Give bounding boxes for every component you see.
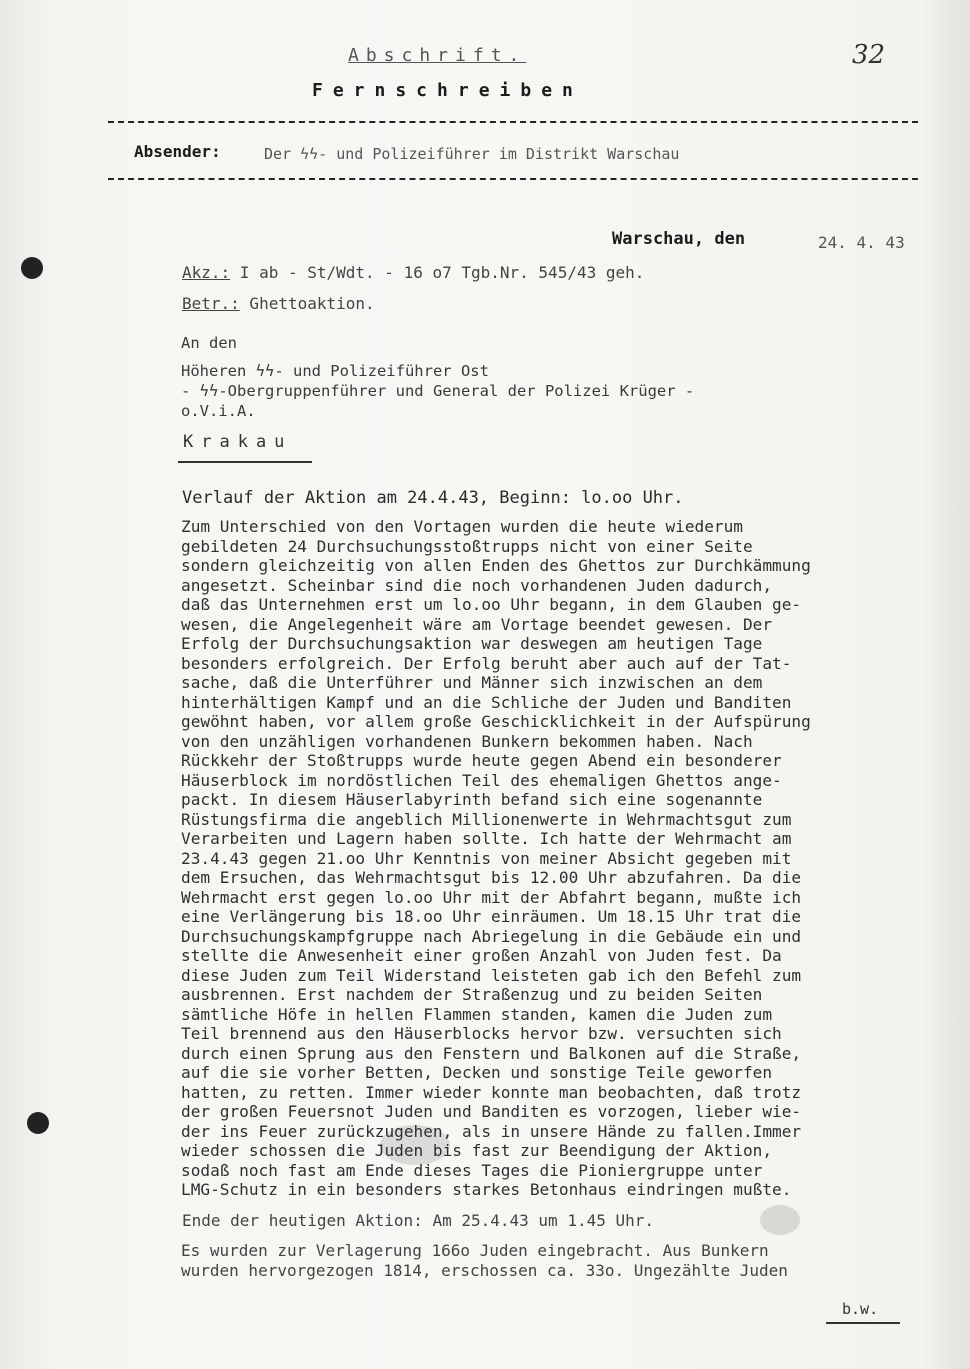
report-line: der ins Feuer zurückzugehen, als in unsere Hände zu fallen.Immer — [181, 1121, 802, 1141]
sender-value: Der ϟϟ- und Polizeiführer im Distrikt Warschau — [264, 145, 680, 163]
report-line: eine Verlängerung bis 18.oo Uhr einräumen. Um 18.15 Uhr trat die — [181, 907, 802, 926]
report-line: Häuserblock im nordöstlichen Teil des ehemaligen Ghettos ange- — [181, 770, 782, 790]
result-line: wurden hervorgezogen 1814, erschossen ca. 33o. Ungezählte Juden — [181, 1260, 788, 1280]
ink-smudge — [760, 1205, 800, 1235]
dateline-date: 24. 4. 43 — [818, 233, 905, 252]
report-line: Teil brennend aus den Häuserblocks hervor bzw. versuchten sich — [181, 1024, 782, 1043]
recipient-line: Höheren ϟϟ- und Polizeiführer Ost — [181, 362, 489, 380]
recipient-city: Krakau — [183, 432, 293, 452]
report-line: durch einen Sprung aus den Fenstern und Balkonen auf die Straße, — [181, 1043, 802, 1063]
result-line: Es wurden zur Verlagerung 166o Juden eingebracht. Aus Bunkern — [181, 1241, 769, 1260]
report-line: auf die sie vorher Betten, Decken und sonstige Teile geworfen — [181, 1063, 773, 1082]
recipient-line: An den — [181, 334, 237, 352]
punch-hole-bottom — [27, 1112, 49, 1134]
copy-label: Abschrift. — [348, 45, 527, 66]
report-line: Rüstungsfirma die angeblich Millionenwerte in Wehrmachtsgut zum — [181, 809, 792, 829]
report-line: Verarbeiten und Lagern haben sollte. Ich hatte der Wehrmacht am — [181, 829, 792, 848]
report-line: sämtliche Höfe in hellen Flammen standen, kamen die Juden zum — [181, 1004, 773, 1024]
divider-top — [108, 121, 918, 123]
report-line: angesetzt. Scheinbar sind die noch vorhandenen Juden dadurch, — [181, 575, 773, 595]
report-line: Rückkehr der Stoßtrupps wurde heute gegen Abend ein besonderer — [181, 751, 782, 770]
report-line: besonders erfolgreich. Der Erfolg beruht aber auch auf der Tat- — [181, 653, 792, 673]
report-line: hinterhältigen Kampf und an die Schliche der Juden und Banditen — [181, 692, 792, 712]
report-line: 23.4.43 gegen 21.oo Uhr Kenntnis von meiner Absicht gegeben mit — [181, 848, 792, 868]
punch-hole-top — [21, 257, 43, 279]
continued-underline — [826, 1322, 900, 1324]
divider-bottom — [108, 178, 918, 180]
city-underline — [178, 461, 312, 463]
report-body — [181, 517, 970, 1200]
report-line: sodaß noch fast am Ende dieses Tages die Pioniergruppe unter — [181, 1160, 763, 1180]
report-line: diese Juden zum Teil Widerstand leisteten gab ich den Befehl zum — [181, 965, 802, 985]
dateline-place: Warschau, den — [612, 229, 746, 249]
report-line: Erfolg der Durchsuchungsaktion war deswegen am heutigen Tage — [181, 634, 763, 653]
betr-value: Ghettoaktion. — [239, 294, 375, 313]
akz-value: I ab - St/Wdt. - 16 o7 Tgb.Nr. 545/43 geh. — [230, 263, 645, 282]
report-line: der großen Feuersnot Juden und Banditen es vorzogen, lieber wie- — [181, 1102, 802, 1121]
report-line: gebildeten 24 Durchsuchungsstoßtrupps nicht von einer Seite — [181, 536, 753, 556]
recipient-address — [181, 333, 694, 421]
report-line: von den unzähligen vorhandenen Bunkern bekommen haben. Nach — [181, 731, 753, 751]
report-results — [181, 1241, 788, 1280]
report-line: Wehrmacht erst gegen lo.oo Uhr mit der Abfahrt begann, mußte ich — [181, 887, 802, 907]
report-line: stellte die Anwesenheit einer großen Anzahl von Juden fest. Da — [181, 946, 782, 965]
report-line: sache, daß die Unterführer und Männer sich inzwischen an dem — [181, 673, 763, 692]
continued-marker: b.w. — [842, 1300, 879, 1318]
recipient-line: - ϟϟ-Obergruppenführer und General der Polizei Krüger - — [181, 382, 695, 400]
reference-betr — [182, 294, 375, 313]
report-line: wesen, die Angelegenheit wäre am Vortage beendet gewesen. Der — [181, 614, 773, 634]
report-line: daß das Unternehmen erst um lo.oo Uhr begann, in dem Glauben ge- — [181, 595, 802, 614]
betr-label: Betr.: — [182, 294, 240, 313]
report-line: packt. In diesem Häuserlabyrinth befand sich eine sogenannte — [181, 790, 763, 809]
report-line: wieder schossen die Juden bis fast zur Beendigung der Aktion, — [181, 1141, 773, 1160]
report-end-line: Ende der heutigen Aktion: Am 25.4.43 um 1.45 Uhr. — [182, 1211, 655, 1230]
recipient-line: o.V.i.A. — [181, 402, 256, 420]
report-line: hatten, zu retten. Immer wieder konnte man beobachten, daß trotz — [181, 1082, 802, 1102]
report-line: dem Ersuchen, das Wehrmachtsgut bis 12.00 Uhr abzufahren. Da die — [181, 868, 802, 887]
report-line: sondern gleichzeitig von allen Enden des Ghettos zur Durchkämmung — [181, 556, 811, 575]
report-line: Zum Unterschied von den Vortagen wurden die heute wiederum — [181, 517, 743, 536]
form-title: Fernschreiben — [312, 80, 583, 101]
report-line: gewöhnt haben, vor allem große Geschicklichkeit in der Aufspürung — [181, 712, 811, 731]
report-line: ausbrennen. Erst nachdem der Straßenzug und zu beiden Seiten — [181, 985, 763, 1004]
report-line: Durchsuchungskampfgruppe nach Abriegelung in die Gebäude ein und — [181, 926, 802, 946]
sender-label: Absender: — [134, 142, 221, 161]
akz-label: Akz.: — [182, 263, 231, 282]
page-number: 32 — [852, 40, 886, 70]
report-heading: Verlauf der Aktion am 24.4.43, Beginn: lo.oo Uhr. — [182, 488, 684, 508]
report-line: LMG-Schutz in ein besonders starkes Betonhaus eindringen mußte. — [181, 1180, 792, 1199]
reference-akz — [182, 263, 644, 282]
